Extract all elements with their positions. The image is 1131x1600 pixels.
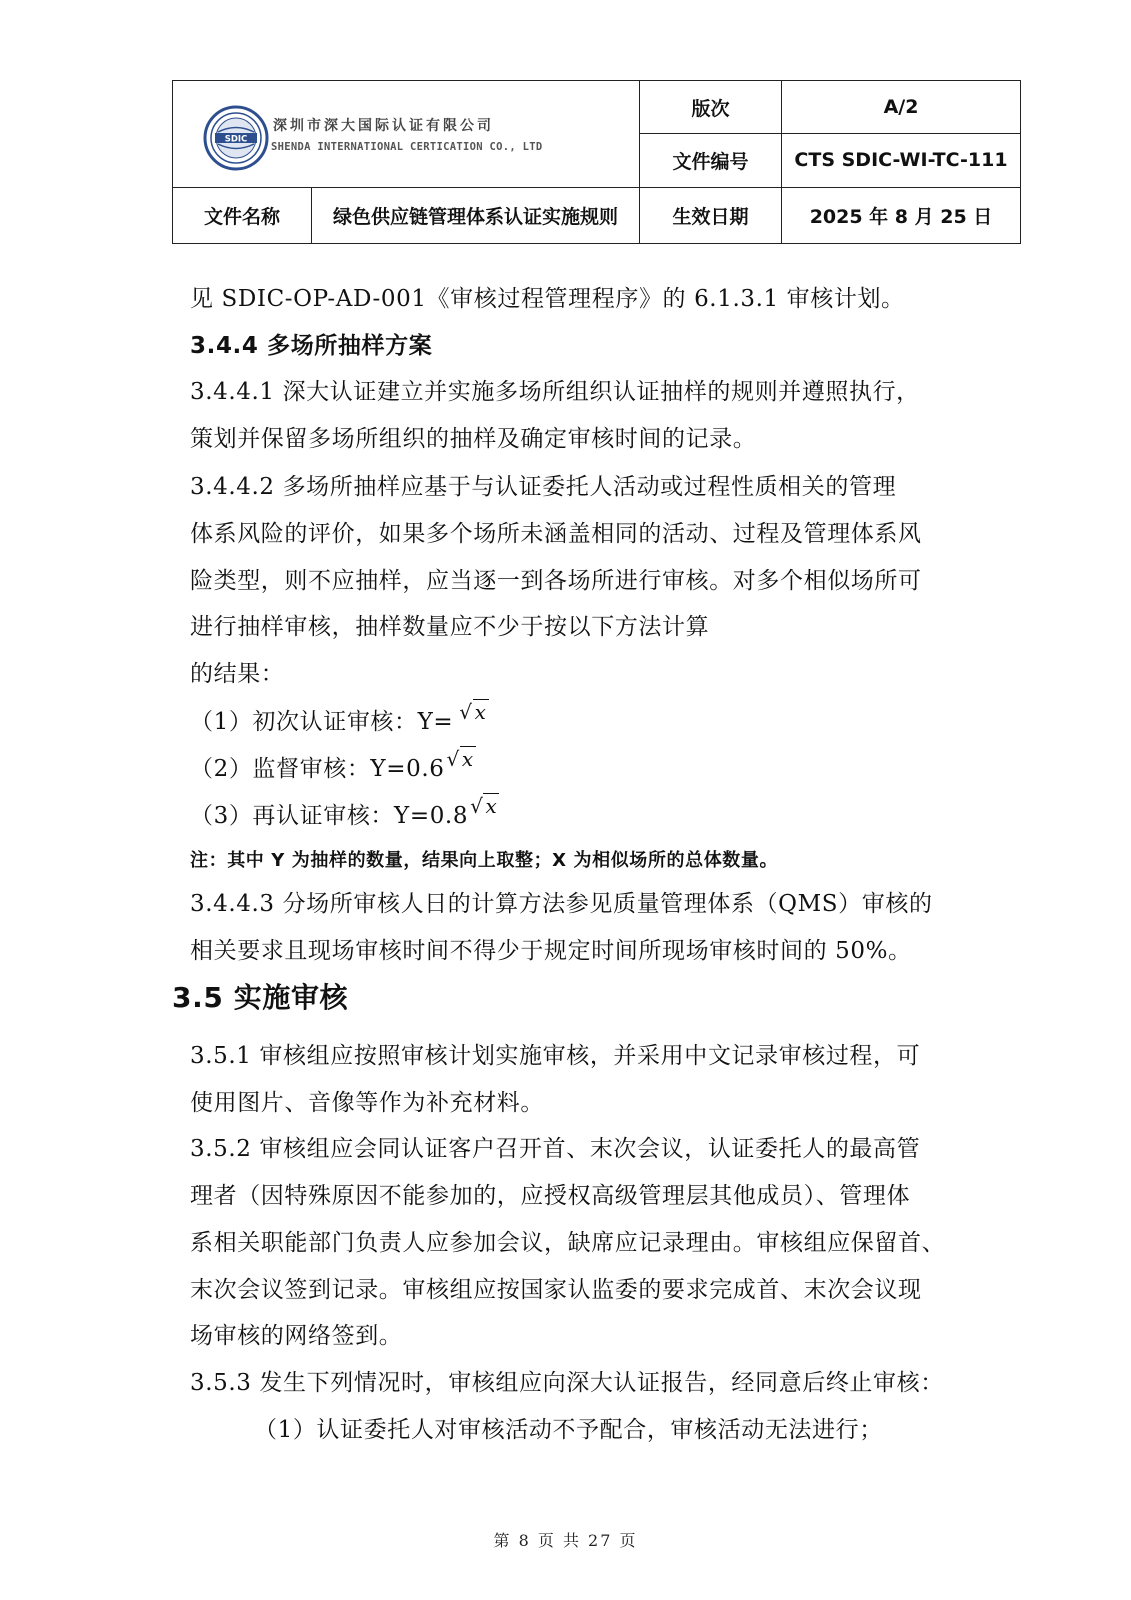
paragraph-line: （1）认证委托人对审核活动不予配合，审核活动无法进行；	[254, 1417, 883, 1443]
paragraph-line: 的结果：	[190, 661, 285, 687]
docno-label: 文件编号	[640, 134, 782, 187]
paragraph-line: 3.4.4.1 深大认证建立并实施多场所组织认证抽样的规则并遵照执行，	[190, 379, 920, 405]
paragraph-line: 相关要求且现场审核时间不得少于规定时间所现场审核时间的 50%。	[190, 938, 912, 964]
formula-text: （1）初次认证审核：Y=	[190, 709, 454, 735]
company-name-cn: 深圳市深大国际认证有限公司	[273, 118, 494, 134]
version-label: 版次	[640, 81, 782, 134]
formula-text: （2）监督审核：Y=0.6	[190, 756, 445, 782]
paragraph-line: 场审核的网络签到。	[190, 1323, 403, 1349]
formula-recertification-audit	[190, 794, 1010, 831]
paragraph-line: 3.5.2 审核组应会同认证客户召开首、末次会议，认证委托人的最高管	[190, 1136, 921, 1162]
paragraph-line: 系相关职能部门负责人应参加会议，缺席应记录理由。审核组应保留首、	[190, 1230, 946, 1256]
formula-initial-audit	[190, 700, 1010, 737]
paragraph-line: 3.5.1 审核组应按照审核计划实施审核，并采用中文记录审核过程，可	[190, 1043, 921, 1069]
company-name-en: SHENDA INTERNATIONAL CERTICATION CO., LTD	[271, 141, 543, 153]
company-logo	[203, 105, 623, 171]
paragraph-line: 3.4.4.3 分场所审核人日的计算方法参见质量管理体系（QMS）审核的	[190, 891, 933, 917]
paragraph-line: 末次会议签到记录。审核组应按国家认监委的要求完成首、末次会议现	[190, 1277, 922, 1303]
paragraph-line: 见 SDIC-OP-AD-001《审核过程管理程序》的 6.1.3.1 审核计划。	[190, 286, 905, 312]
document-header-table	[172, 80, 1021, 244]
formula-text: （3）再认证审核：Y=0.8	[190, 803, 469, 829]
formula-surveillance-audit	[190, 747, 1010, 784]
sqrt-symbol: √ x	[446, 747, 474, 771]
section-heading-3-5: 3.5 实施审核	[172, 981, 349, 1014]
note-text: 注：其中 Y 为抽样的数量，结果向上取整；X 为相似场所的总体数量。	[190, 850, 779, 871]
page-number-footer: 第 8 页 共 27 页	[493, 1531, 638, 1550]
sqrt-symbol: √ x	[470, 794, 498, 818]
paragraph-line: 进行抽样审核，抽样数量应不少于按以下方法计算	[190, 614, 710, 640]
version-value: A/2	[782, 81, 1021, 134]
doc-name-label: 文件名称	[173, 187, 312, 243]
paragraph-line: 3.5.3 发生下列情况时，审核组应向深大认证报告，经同意后终止审核：	[190, 1370, 944, 1396]
paragraph-line: 3.4.4.2 多场所抽样应基于与认证委托人活动或过程性质相关的管理	[190, 474, 897, 500]
paragraph-line: 理者（因特殊原因不能参加的，应授权高级管理层其他成员）、管理体	[190, 1183, 911, 1209]
sdic-seal-icon	[203, 105, 269, 171]
docno-value: CTS SDIC-WI-TC-111	[782, 134, 1021, 187]
paragraph-line: 策划并保留多场所组织的抽样及确定审核时间的记录。	[190, 426, 757, 452]
paragraph-line: 险类型，则不应抽样，应当逐一到各场所进行审核。对多个相似场所可	[190, 568, 922, 594]
sqrt-symbol: √ x	[459, 700, 487, 724]
doc-name-value: 绿色供应链管理体系认证实施规则	[312, 187, 640, 243]
company-logo-cell	[173, 81, 640, 188]
seal-text: SDIC	[224, 134, 248, 145]
paragraph-line: 使用图片、音像等作为补充材料。	[190, 1090, 544, 1116]
effective-date-value: 2025 年 8 月 25 日	[782, 187, 1021, 243]
effective-date-label: 生效日期	[640, 187, 782, 243]
paragraph-line: 体系风险的评价，如果多个场所未涵盖相同的活动、过程及管理体系风	[190, 521, 922, 547]
section-heading-3-4-4: 3.4.4 多场所抽样方案	[190, 333, 433, 359]
